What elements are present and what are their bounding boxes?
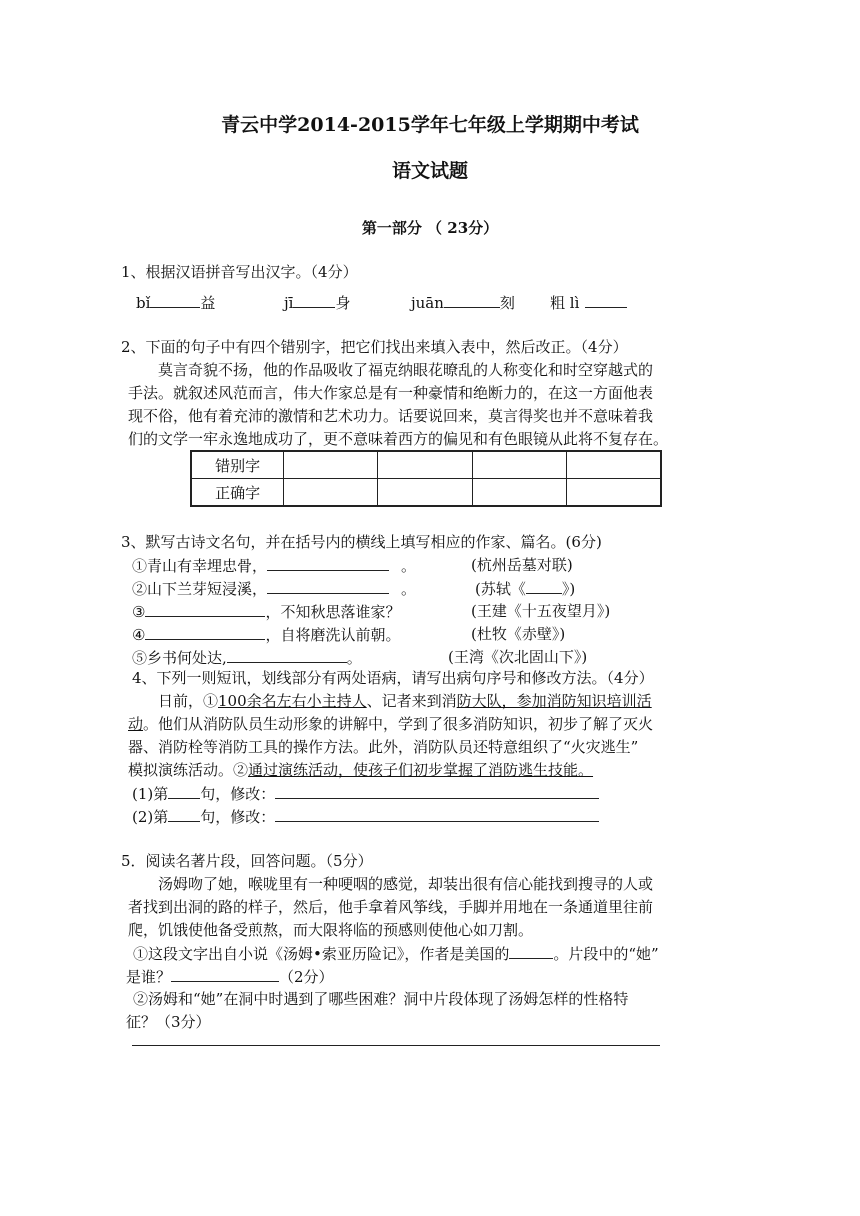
q3-source-4: (杜牧《赤壁》) [471,625,566,643]
q3-blank-1[interactable] [267,554,389,571]
q4-underlined: 防大队，参加消防知识培训活 [456,692,652,710]
q4-stem: 4、下列一则短讯，划线部分有两处语病，请写出病句序号和修改方法。（4分） [132,669,654,687]
q5-sub-1-cont [126,965,334,988]
q1-blank-2[interactable] [293,291,335,308]
q4-text: 模拟演练活动。② [128,761,249,779]
q3-line-4-text: ，自将磨洗认前朝。 [265,626,401,644]
q4-answer-label: 句，修改： [200,785,276,803]
row-label-wrong: 错别字 [191,451,284,479]
q3-blank-4[interactable] [145,623,265,640]
q3-line-2 [132,577,416,600]
q1-pinyin-4: 粗 lì [550,294,580,312]
q3-line-5-end: 。 [346,649,362,667]
q1-char-2: 身 [335,294,351,312]
table-row [191,451,661,479]
exam-subtitle: 语文试题 [391,160,468,182]
q4-passage-line-2 [128,713,653,735]
q1-char-1: 益 [200,294,216,312]
answer-cell[interactable] [472,479,566,507]
q3-stem: 3、默写古诗文名句，并在括号内的横线上填写相应的作家、篇名。(6分) [121,533,602,551]
q2-passage-line-3: 现不俗，他有着充沛的激情和艺术功力。话要说回来，莫言得奖也并不意味着我 [128,407,654,425]
q3-source-2-b: 》) [561,580,576,598]
q1-blank-4[interactable] [585,291,627,308]
q4-answer-label: 句，修改： [200,808,276,826]
q4-blank-num-1[interactable] [168,782,200,799]
q1-item-1 [136,291,215,314]
q3-line-1 [132,554,416,577]
q1-pinyin-3: juān [411,294,444,312]
answer-cell[interactable] [566,451,661,479]
q5-sub-1-text-2: 。片段中的“她” [553,945,659,963]
q5-sub-2-cont: 征？（3分） [126,1013,211,1031]
q5-blank-author[interactable] [509,942,553,959]
answer-cell[interactable] [284,479,378,507]
q4-text: 。他们从消防队员生动形象的讲解中，学到了很多消防知识，初步了解了灭火 [143,715,654,733]
exam-title: 青云中学2014-2015学年七年级上学期期中考试 [221,114,639,136]
q3-line-2-text: ②山下兰芽短浸溪， [132,580,268,598]
q4-answer-label: (2)第 [132,808,169,826]
q2-stem: 2、下面的句子中有四个错别字，把它们找出来填入表中，然后改正。（4分） [121,338,628,356]
q1-char-3: 刻 [499,294,515,312]
q5-sub-1-q: 是谁？ [126,968,172,986]
q4-passage-line-3: 器、消防栓等消防工具的操作方法。此外，消防队员还特意组织了“火灾逃生” [128,738,639,756]
q4-answer-2 [132,805,599,828]
part-heading: 第一部分 （ 23分） [361,219,499,237]
q1-item-4 [550,291,627,314]
q1-pinyin-2: jī [284,294,294,312]
q3-line-2-end: 。 [401,580,417,598]
q4-answer-label: (1)第 [132,785,169,803]
q4-blank-num-2[interactable] [168,805,200,822]
q2-passage-line-2: 手法。就叙述风范而言，伟大作家总是有一种豪情和绝断力的，在这一方面他表 [128,384,654,402]
q4-blank-fix-1[interactable] [275,782,599,799]
q5-sub-1-text: ①这段文字出自小说《汤姆•索亚历险记》，作者是美国的 [133,945,510,963]
q2-passage-line-1: 莫言奇貌不扬，他的作品吸收了福克纳眼花暸乱的人称变化和时空穿越式的 [158,361,654,379]
q5-blank-her[interactable] [171,965,279,982]
q3-source-1: (杭州岳墓对联) [471,556,573,574]
row-label-correct: 正确字 [191,479,284,507]
q3-line-1-text: ①青山有幸埋忠骨， [132,557,268,575]
q1-blank-3[interactable] [444,291,500,308]
q3-line-3-text: ，不知秋思落谁家？ [265,603,401,621]
q1-item-2 [284,291,350,314]
q3-source-5: (王湾《次北固山下》) [448,648,588,666]
q4-text: 、记者来到消 [366,692,457,710]
answer-cell[interactable] [472,451,566,479]
q3-blank-5[interactable] [227,646,347,663]
q5-sub-1-score: （2分） [279,968,334,986]
q3-source-2-a: (苏轼《 [475,580,526,598]
q3-line-1-end: 。 [401,557,417,575]
q4-text: 日前，① [158,692,219,710]
q3-line-5-text: ⑤乡书何处达, [132,649,227,667]
q1-blank-1[interactable] [150,291,200,308]
q3-line-3-num: ③ [132,603,146,621]
q3-blank-2[interactable] [267,577,389,594]
q3-source-3: (王建《十五夜望月》) [471,602,611,620]
q5-sub-1 [133,942,659,965]
answer-cell[interactable] [378,479,472,507]
table-row [191,479,661,507]
q4-passage-line-4 [128,759,593,781]
q3-line-4-num: ④ [132,626,146,644]
q5-passage-line-2: 者找到出洞的路的样子，然后，他手拿着风筝线，手脚并用地在一条通道里往前 [128,898,654,916]
q1-pinyin-1: bǐ [136,294,151,312]
q1-item-3 [411,291,515,314]
q3-line-3 [132,600,400,623]
q3-line-4 [132,623,400,646]
q1-stem: 1、根据汉语拼音写出汉字。（4分） [121,263,358,281]
answer-cell[interactable] [284,451,378,479]
q2-passage-line-4: 们的文学一牢永逸地成功了，更不意味着西方的偏见和有色眼镜从此将不复存在。 [128,430,669,448]
q5-passage-line-1: 汤姆吻了她，喉咙里有一种哽咽的感觉，却装出很有信心能找到搜寻的人或 [158,875,654,893]
q3-blank-3[interactable] [145,600,265,617]
q4-answer-1 [132,782,599,805]
q4-error-2: 通过演练活动，使孩子们初步掌握了消防逃生技能。 [248,761,594,779]
answer-cell[interactable] [566,479,661,507]
q5-stem: 5．阅读名著片段，回答问题。（5分） [121,852,373,870]
q3-line-5 [132,646,362,669]
q4-passage-line-1 [158,690,652,712]
q5-sub-2: ②汤姆和“她”在洞中时遇到了哪些困难？洞中片段体现了汤姆怎样的性格特 [133,990,629,1008]
q5-passage-line-3: 爬，饥饿使他备受煎熬，而大限将临的预感则使他心如刀割。 [128,921,534,939]
q4-underlined: 动 [128,715,144,733]
q3-source-2 [475,577,575,600]
answer-cell[interactable] [378,451,472,479]
q5-answer-line[interactable] [132,1045,660,1046]
q4-blank-fix-2[interactable] [275,805,599,822]
q4-error-1: 100余名左右小主持人 [218,692,367,710]
q2-answer-table [190,450,662,507]
q3-blank-title[interactable] [526,577,562,594]
